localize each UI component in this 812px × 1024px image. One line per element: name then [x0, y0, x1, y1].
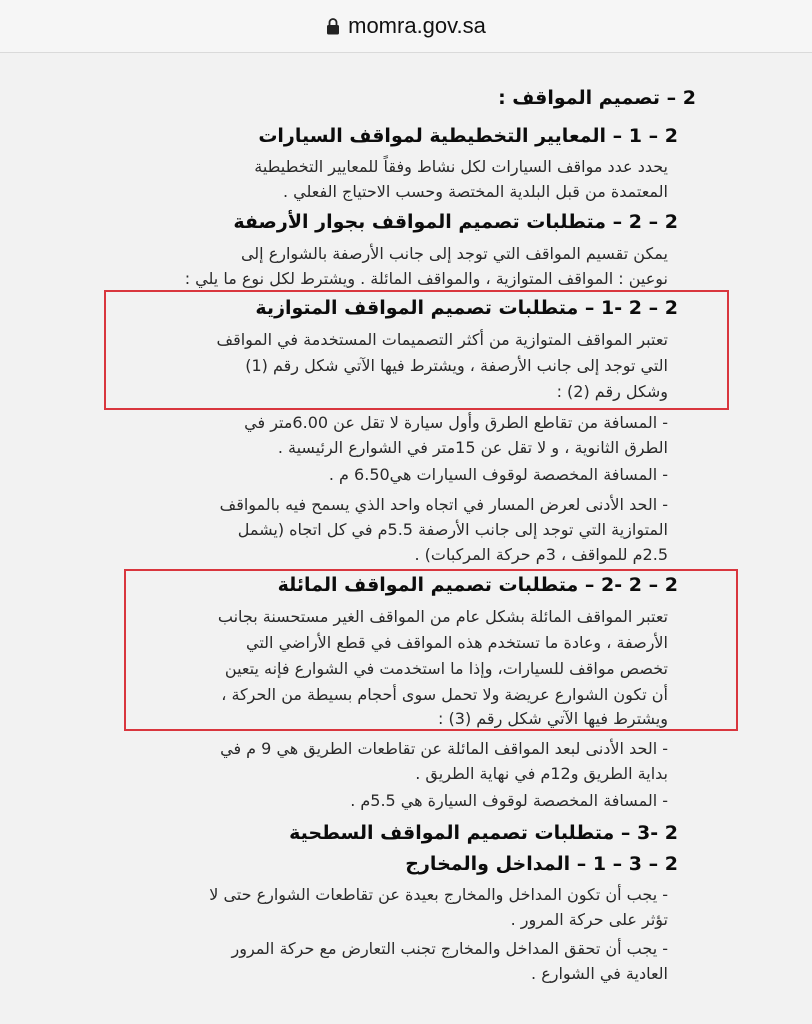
paragraph-line: يحدد عدد مواقف السيارات لكل نشاط وفقاً للمعايير التخطيطية: [254, 157, 668, 176]
subsection-heading: 2 – 2 -2 – متطلبات تصميم المواقف المائلة: [277, 574, 678, 596]
paragraph-line: أن تكون الشوارع عريضة ولا تحمل سوى أحجام بسيطة من الحركة ،: [221, 685, 668, 704]
list-item: - المسافة المخصصة لوقوف السيارات هي6.50 م .: [328, 465, 668, 484]
list-item: العادية في الشوارع .: [531, 964, 668, 983]
subsection-heading: 2 – 2 – متطلبات تصميم المواقف بجوار الأرصفة: [233, 211, 678, 233]
paragraph-line: يمكن تقسيم المواقف التي توجد إلى جانب الأرصفة بالشوارع إلى: [240, 244, 668, 263]
lock-icon: [326, 17, 340, 35]
section-heading: 2 – تصميم المواقف :: [498, 87, 696, 109]
document-page: [0, 53, 812, 1024]
subsection-heading: 2 – 3 – 1 – المداخل والمخارج: [405, 853, 678, 875]
subsection-heading: 2 – 1 – المعايير التخطيطية لمواقف السيارات: [258, 125, 678, 147]
subsection-heading: 2 – 2 -1 – متطلبات تصميم المواقف المتوازية: [255, 297, 678, 319]
list-item: - يجب أن تحقق المداخل والمخارج تجنب التعارض مع حركة المرور: [231, 939, 668, 958]
list-item: - الحد الأدنى لبعد المواقف المائلة عن تقاطعات الطريق هي 9 م في: [220, 739, 668, 758]
list-item: تؤثر على حركة المرور .: [510, 910, 668, 929]
paragraph-line: وشكل رقم (2) :: [556, 382, 668, 401]
paragraph-line: نوعين : المواقف المتوازية ، والمواقف المائلة . ويشترط لكل نوع ما يلي :: [184, 269, 668, 288]
list-item: الطرق الثانوية ، و لا تقل عن 15متر في الشوارع الرئيسية .: [277, 438, 668, 457]
paragraph-line: تخصص مواقف للسيارات، وإذا ما استخدمت في الشوارع فإنه يتعين: [224, 659, 668, 678]
subsection-heading: 2 -3 – متطلبات تصميم المواقف السطحية: [289, 822, 678, 844]
list-item: - يجب أن تكون المداخل والمخارج بعيدة عن تقاطعات الشوارع حتى لا: [209, 885, 668, 904]
url-text: momra.gov.sa: [348, 13, 486, 38]
list-item: - المسافة من تقاطع الطرق وأول سيارة لا تقل عن 6.00متر في: [244, 413, 668, 432]
paragraph-line: تعتبر المواقف المائلة بشكل عام من المواقف الغير مستحسنة بجانب: [217, 607, 668, 626]
paragraph-line: تعتبر المواقف المتوازية من أكثر التصميمات المستخدمة في المواقف: [216, 330, 668, 349]
list-item: المتوازية التي توجد إلى جانب الأرصفة 5.5م في كل اتجاه (يشمل: [237, 520, 668, 539]
list-item: - الحد الأدنى لعرض المسار في اتجاه واحد الذي يسمح فيه بالمواقف: [219, 495, 668, 514]
paragraph-line: الأرصفة ، وعادة ما تستخدم هذه المواقف في قطع الأراضي التي: [246, 633, 668, 652]
list-item: بداية الطريق و12م في نهاية الطريق .: [415, 764, 668, 783]
paragraph-line: المعتمدة من قبل البلدية المختصة وحسب الاحتياج الفعلي .: [282, 182, 668, 201]
list-item: 2.5م للمواقف ، 3م حركة المركبات) .: [414, 545, 668, 564]
list-item: - المسافة المخصصة لوقوف السيارة هي 5.5م .: [350, 791, 668, 810]
browser-address-bar[interactable]: [0, 0, 812, 53]
paragraph-line: التي توجد إلى جانب الأرصفة ، ويشترط فيها الآتي شكل رقم (1): [245, 356, 668, 375]
paragraph-line: ويشترط فيها الآتي شكل رقم (3) :: [438, 709, 668, 728]
